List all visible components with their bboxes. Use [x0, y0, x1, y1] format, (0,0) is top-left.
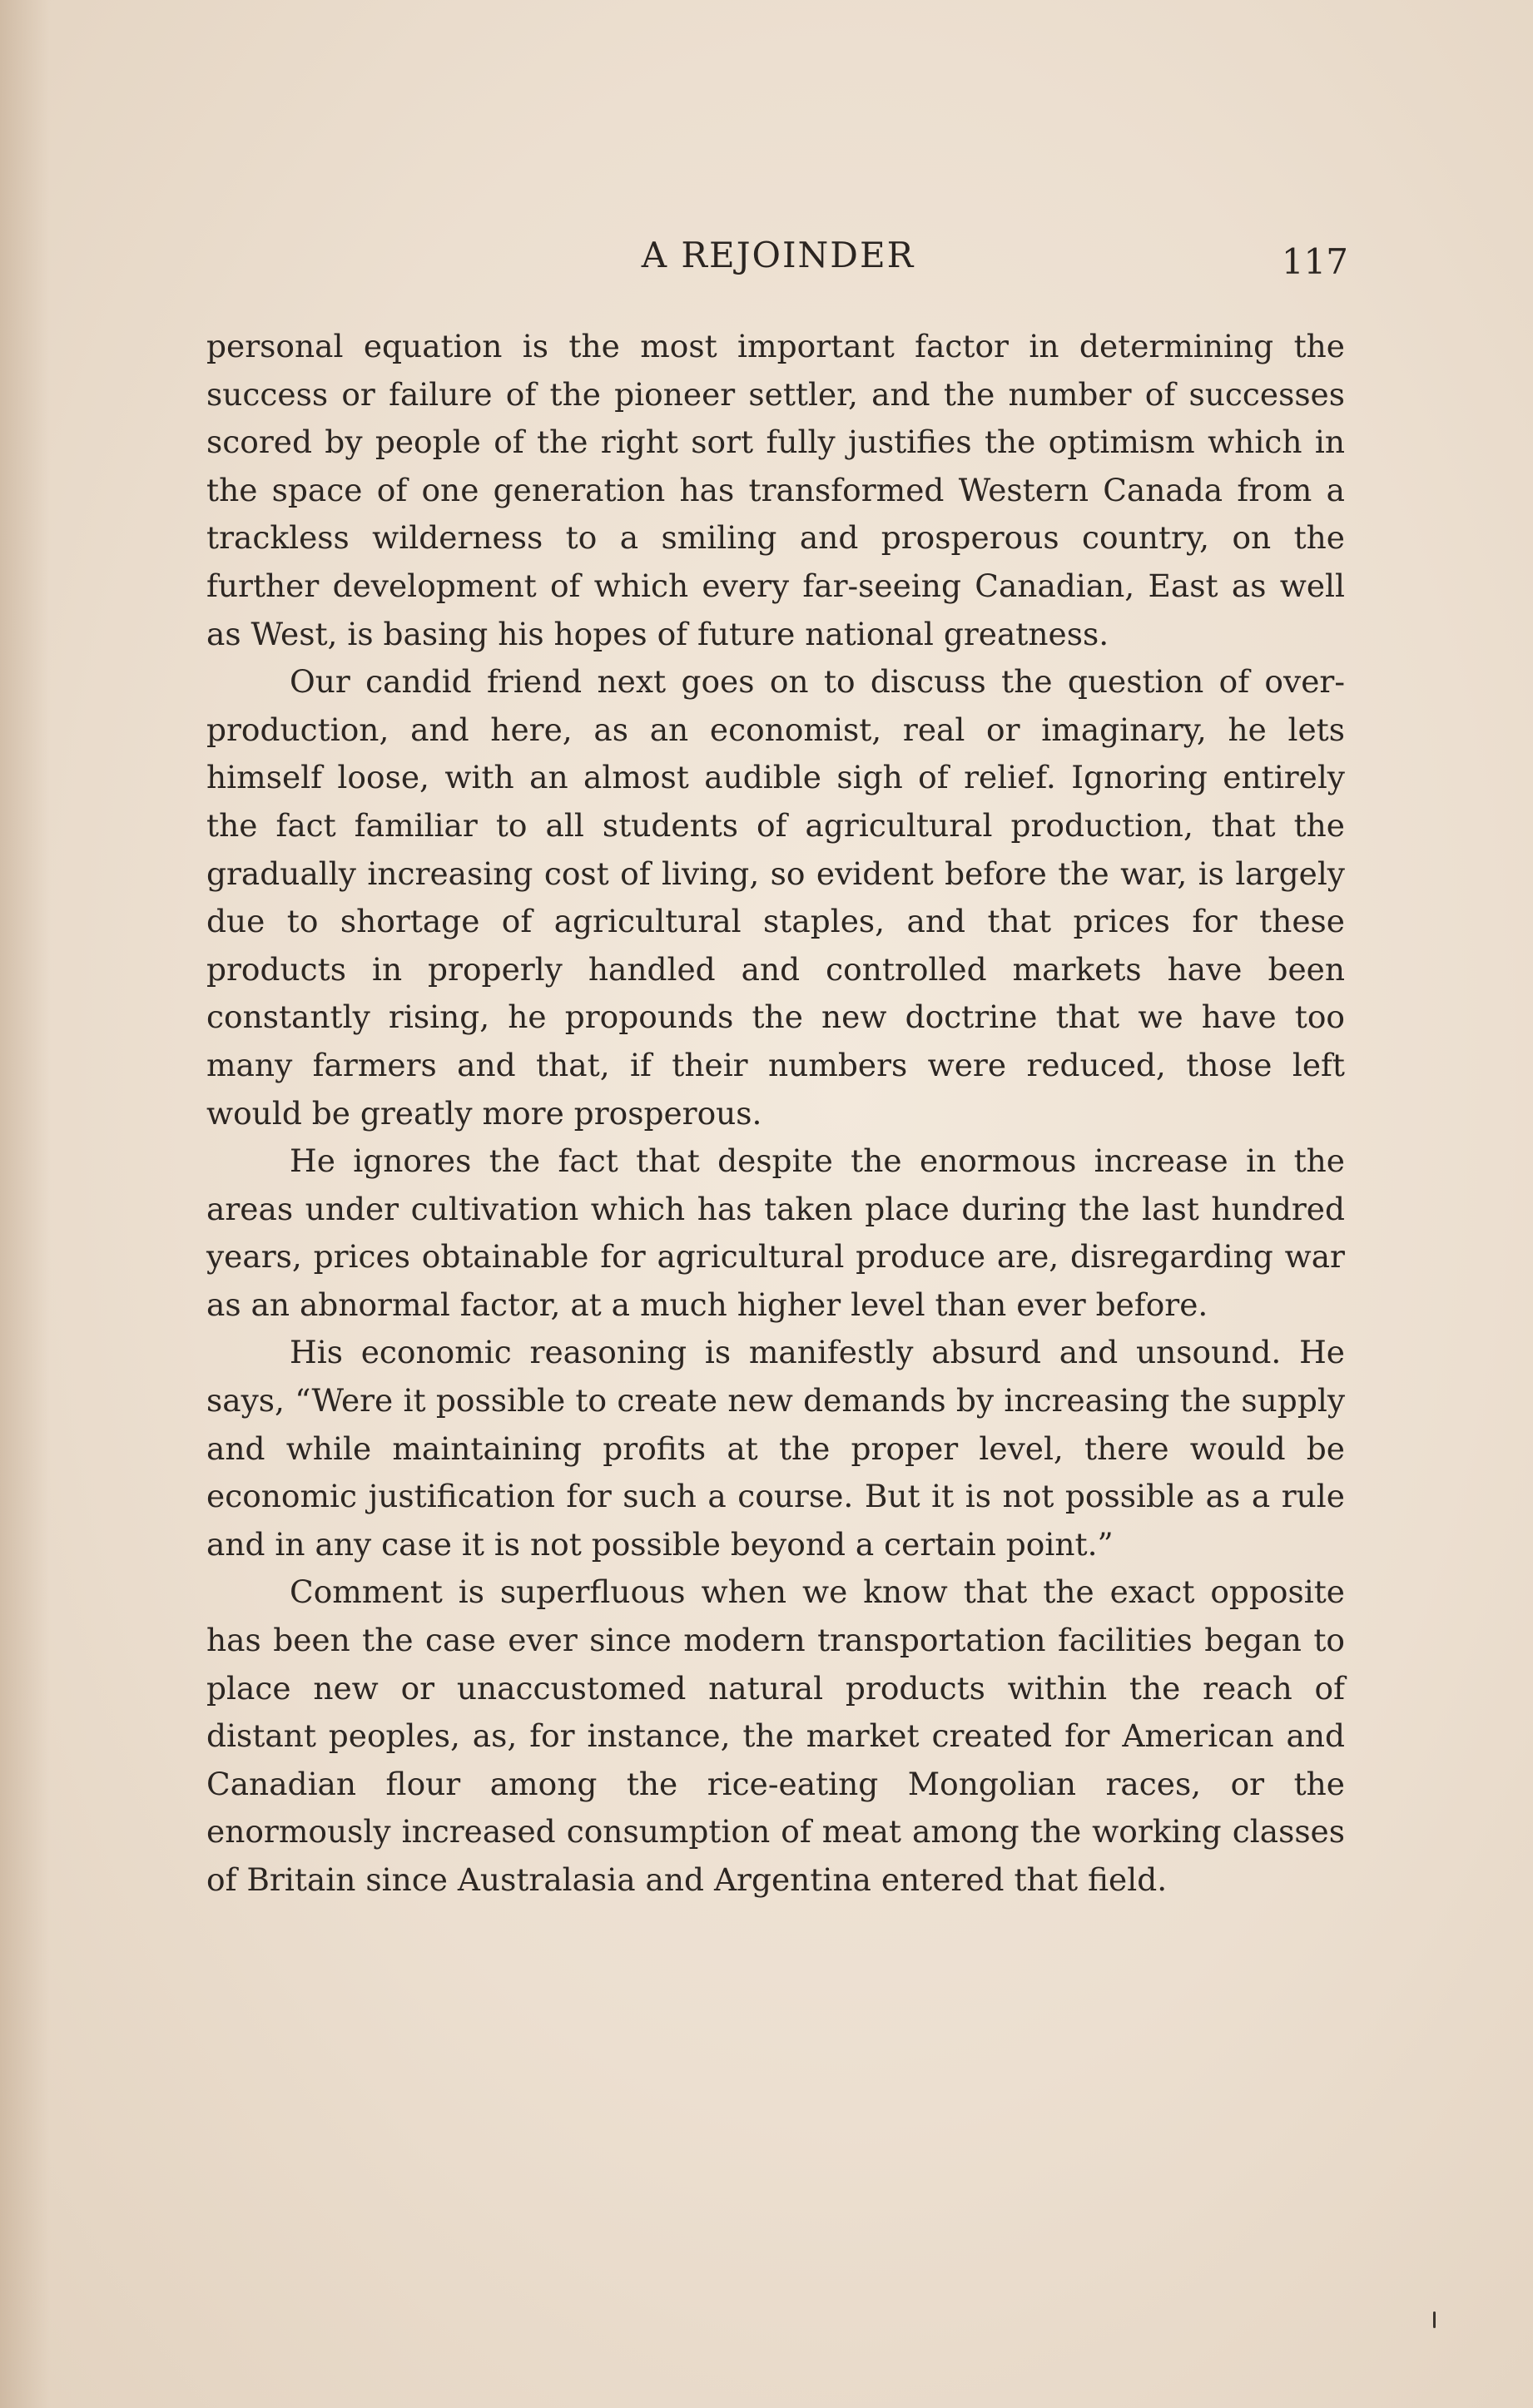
paragraph: His economic reasoning is manifestly absurd and unsound. He says, “Were it possible to create new demands by increasing the supply and while maintaining profits at the proper level, there would be economic justification for such a course. But it is not possible as a rule and in any case it is not possible beyond a certain point.” [206, 1334, 1345, 1563]
running-title: A REJOINDER [641, 235, 915, 275]
page-number: 117 [1281, 241, 1348, 282]
paragraph: He ignores the fact that despite the enormous increase in the areas under cultivation which has taken place during the last hundred years, prices obtainable for agricultural produce are, disregarding war as an abnormal factor, at a much higher level than ever before. [206, 1142, 1345, 1323]
paragraph: Comment is superfluous when we know that the exact opposite has been the case ever since modern transportation facilities began to place new or unaccustomed natural products within the reach of distant peoples, as, for instance, the market created for American and Canadian flour among the rice-eating Mongolian races, or the enormously increased consumption of meat among the working classes of Britain since Australasia and Argentina entered that field. [206, 1573, 1345, 1898]
paragraph: Our candid friend next goes on to discuss the question of over-production, and here, as an economist, real or imaginary, he lets himself loose, with an almost audible sigh of relief. Ignoring entirely the fact familiar to all students of agricultural production, that the gradually increasing cost of living, so evident before the war, is largely due to shortage of agricultural staples, and that prices for these products in properly handled and controlled markets have been constantly rising, he propounds the new doctrine that we have too many farmers and that, if their numbers were reduced, those left would be greatly more prosperous. [206, 663, 1345, 1132]
running-head [208, 235, 1348, 285]
body-text [206, 323, 1345, 1905]
margin-mark [1433, 2311, 1436, 2328]
paragraph-continued: personal equation is the most important factor in determining the success or failure of the pioneer settler, and the number of successes scored by people of the right sort fully justifies the optimism which in the space of one generation has transformed Western Canada from a trackless wilderness to a smiling and prosperous country, on the further development of which every far-seeing Canadian, East as well as West, is basing his hopes of future national greatness. [206, 328, 1345, 652]
